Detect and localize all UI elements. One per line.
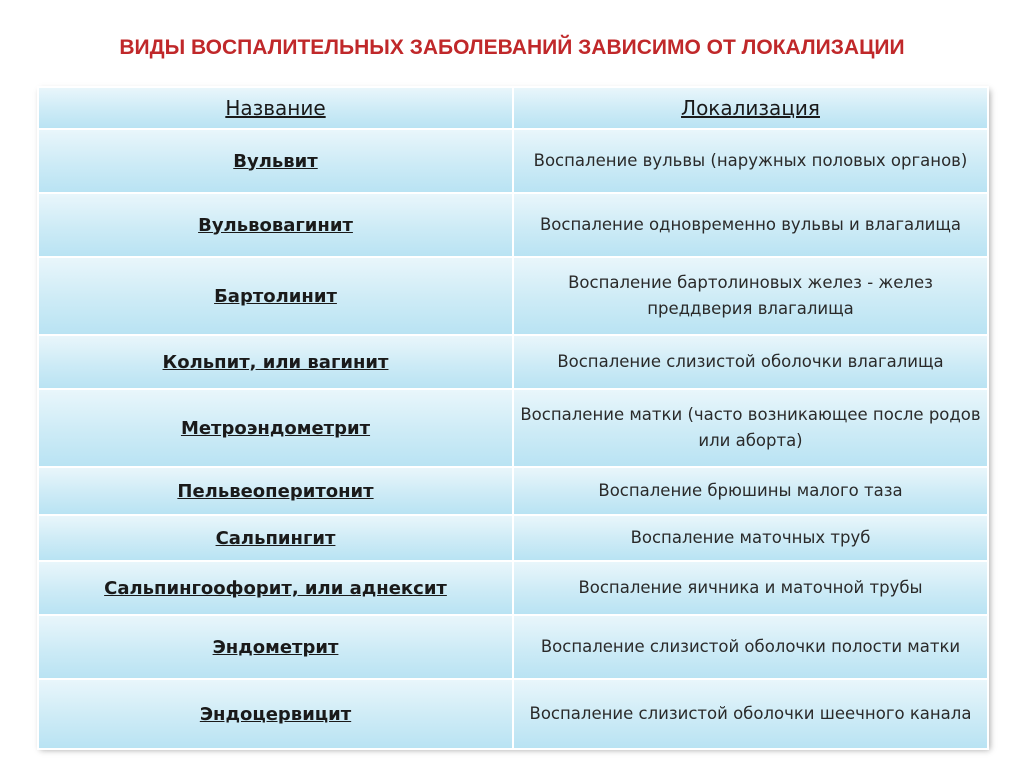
disease-localization: Воспаление матки (часто возникающее после родов или аборта) — [513, 389, 988, 467]
disease-name: Кольпит, или вагинит — [38, 335, 513, 389]
disease-name: Вульвит — [38, 129, 513, 193]
disease-localization: Воспаление слизистой оболочки полости матки — [513, 615, 988, 679]
disease-localization: Воспаление вульвы (наружных половых органов) — [513, 129, 988, 193]
disease-localization: Воспаление маточных труб — [513, 515, 988, 561]
table-row — [38, 257, 988, 335]
disease-localization: Воспаление брюшины малого таза — [513, 467, 988, 515]
table-container — [37, 86, 987, 746]
table-header-row — [38, 87, 988, 129]
disease-localization: Воспаление яичника и маточной трубы — [513, 561, 988, 615]
table-row — [38, 561, 988, 615]
disease-table — [37, 86, 989, 750]
table-row — [38, 615, 988, 679]
table-row — [38, 467, 988, 515]
table-row — [38, 515, 988, 561]
disease-name: Эндоцервицит — [38, 679, 513, 749]
table-row — [38, 129, 988, 193]
disease-name: Вульвовагинит — [38, 193, 513, 257]
disease-name: Сальпингит — [38, 515, 513, 561]
header-localization: Локализация — [513, 87, 988, 129]
page-title: ВИДЫ ВОСПАЛИТЕЛЬНЫХ ЗАБОЛЕВАНИЙ ЗАВИСИМО ОТ ЛОКАЛИЗАЦИИ — [119, 36, 905, 59]
table-row — [38, 389, 988, 467]
header-name: Название — [38, 87, 513, 129]
disease-name: Пельвеоперитонит — [38, 467, 513, 515]
disease-name: Сальпингоофорит, или аднексит — [38, 561, 513, 615]
table-row — [38, 679, 988, 749]
disease-localization: Воспаление слизистой оболочки влагалища — [513, 335, 988, 389]
disease-name: Метроэндометрит — [38, 389, 513, 467]
table-row — [38, 193, 988, 257]
disease-localization: Воспаление одновременно вульвы и влагалища — [513, 193, 988, 257]
table-row — [38, 335, 988, 389]
disease-localization: Воспаление бартолиновых желез - желез преддверия влагалища — [513, 257, 988, 335]
disease-localization: Воспаление слизистой оболочки шеечного канала — [513, 679, 988, 749]
disease-name: Эндометрит — [38, 615, 513, 679]
disease-name: Бартолинит — [38, 257, 513, 335]
